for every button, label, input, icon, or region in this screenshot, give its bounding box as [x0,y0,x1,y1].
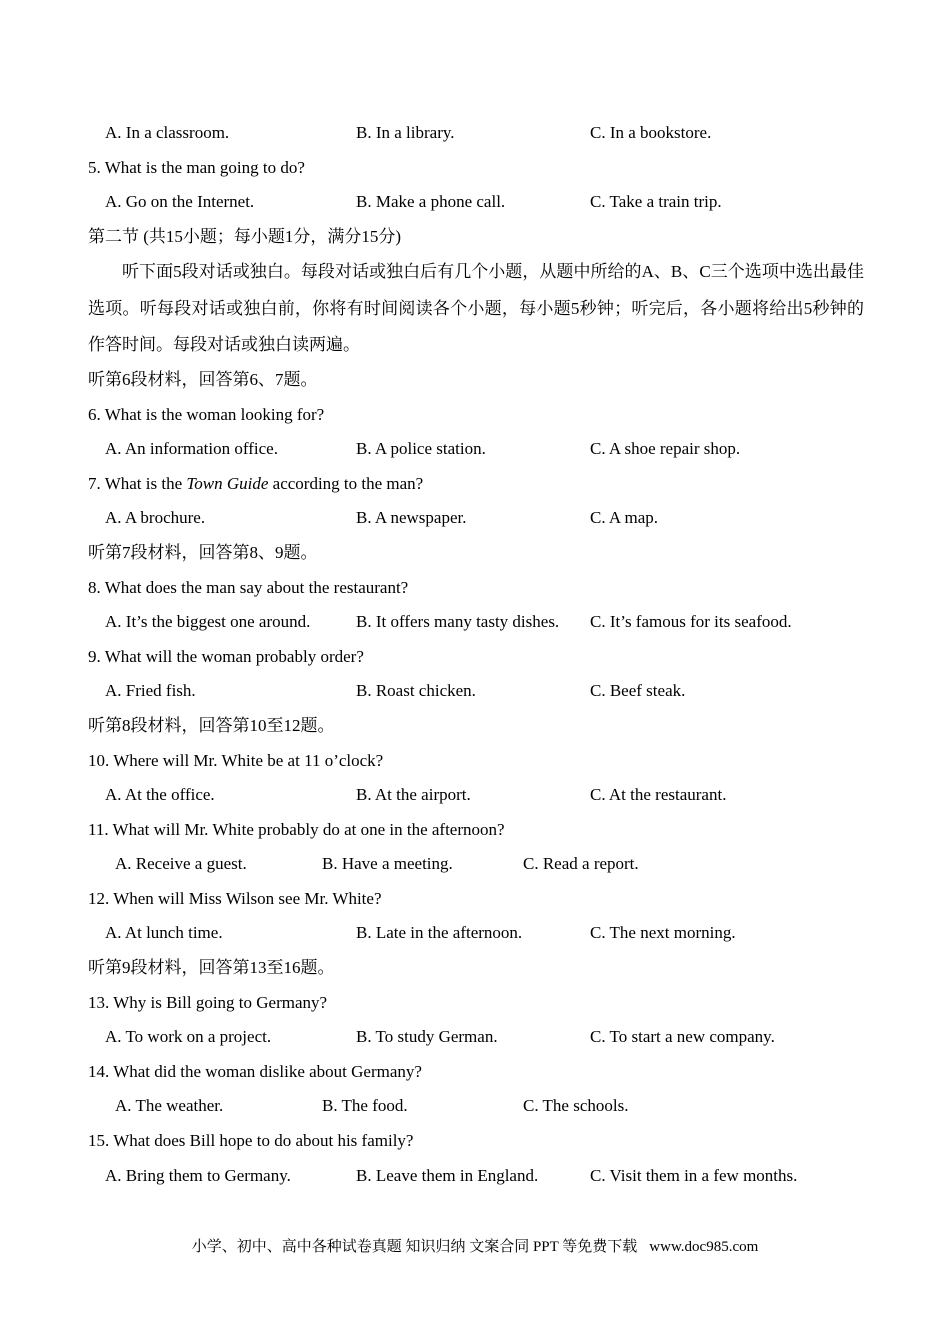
section-line: 第二节 (共15小题；每小题1分，满分15分) [88,226,402,246]
option-b: B. In a library. [356,123,455,142]
option-a: A. A brochure. [105,508,206,528]
option-a: A. To work on a project. [105,1027,272,1047]
options-line [88,916,864,951]
question-line: 14. What did the woman dislike about Germany? [88,1061,422,1081]
option-c: C. To start a new company. [590,1027,775,1047]
option-a: A. Receive a guest. [115,854,247,874]
options-line [88,1159,864,1194]
option-a: A. At lunch time. [105,923,223,943]
options-line [88,1089,864,1124]
page-footer [0,1236,950,1258]
question-line [88,467,864,502]
question-segment: according to the man? [268,473,424,493]
options-line [88,674,864,709]
question-line: 12. When will Miss Wilson see Mr. White? [88,888,382,908]
option-c: C. Beef steak. [590,681,686,701]
option-a: A. In a classroom. [105,123,230,142]
option-c: C. A map. [590,508,659,528]
document-body [88,116,864,1193]
option-a: A. The weather. [115,1096,224,1116]
option-b: B. A police station. [356,439,486,459]
question-line: 9. What will the woman probably order? [88,646,364,666]
options-line [88,605,864,640]
option-a: A. Go on the Internet. [105,192,255,212]
option-c: C. The next morning. [590,923,736,943]
option-b: B. Have a meeting. [322,854,453,874]
question-line: 5. What is the man going to do? [88,157,305,177]
note-line: 听第8段材料，回答第10至12题。 [88,715,335,735]
option-a: A. Bring them to Germany. [105,1165,291,1185]
option-b: B. It offers many tasty dishes. [356,612,560,632]
option-b: B. Roast chicken. [356,681,476,701]
option-b: B. Leave them in England. [356,1165,539,1185]
question-line: 11. What will Mr. White probably do at one in the afternoon? [88,819,505,839]
option-b: B. Make a phone call. [356,192,506,212]
options-line [88,185,864,220]
option-c: C. Take a train trip. [590,192,722,212]
footer-text: 小学、初中、高中各种试卷真题 知识归纳 文案合同 PPT 等免费下载 [191,1239,638,1255]
option-a: A. At the office. [105,785,215,805]
option-c: C. Read a report. [523,854,639,874]
note-line: 听第6段材料，回答第6、7题。 [88,369,318,389]
option-b: B. The food. [322,1096,408,1116]
footer-site-url: www.doc985.com [649,1239,759,1255]
option-b: B. To study German. [356,1027,498,1047]
option-a: A. An information office. [105,439,278,459]
note-line: 听第7段材料，回答第8、9题。 [88,542,318,562]
question-line: 13. Why is Bill going to Germany? [88,992,328,1012]
option-a: A. It’s the biggest one around. [105,612,311,632]
paragraph-line: 听下面5段对话或独白。每段对话或独白后有几个小题，从题中所给的A、B、C三个选项中选出最佳选项。听每段对话或独白前，你将有时间阅读各个小题，每小题5秒钟；听完后，各小题将给出5秒钟的作答时间。每段对话或独白读两遍。 [88,262,864,354]
question-segment: 7. What is the [88,473,187,493]
option-b: B. At the airport. [356,785,471,805]
option-a: A. Fried fish. [105,681,196,701]
option-c: C. A shoe repair shop. [590,439,741,459]
note-line: 听第9段材料，回答第13至16题。 [88,958,335,978]
options-line [88,1020,864,1055]
question-line: 15. What does Bill hope to do about his family? [88,1131,414,1151]
question-line: 10. Where will Mr. White be at 11 o’clock? [88,750,384,770]
option-c: C. It’s famous for its seafood. [590,612,792,632]
question-line: 8. What does the man say about the restaurant? [88,577,409,597]
options-line [88,432,864,467]
option-c: C. In a bookstore. [590,123,712,142]
option-c: C. At the restaurant. [590,785,727,805]
options-line [88,501,864,536]
option-c: C. The schools. [523,1096,629,1116]
option-b: B. A newspaper. [356,508,467,528]
question-italic-segment: Town Guide [186,473,269,493]
options-line [88,847,864,882]
options-line [88,778,864,813]
option-b: B. Late in the afternoon. [356,923,523,943]
option-c: C. Visit them in a few months. [590,1165,798,1185]
options-line [88,116,864,151]
question-line: 6. What is the woman looking for? [88,404,325,424]
